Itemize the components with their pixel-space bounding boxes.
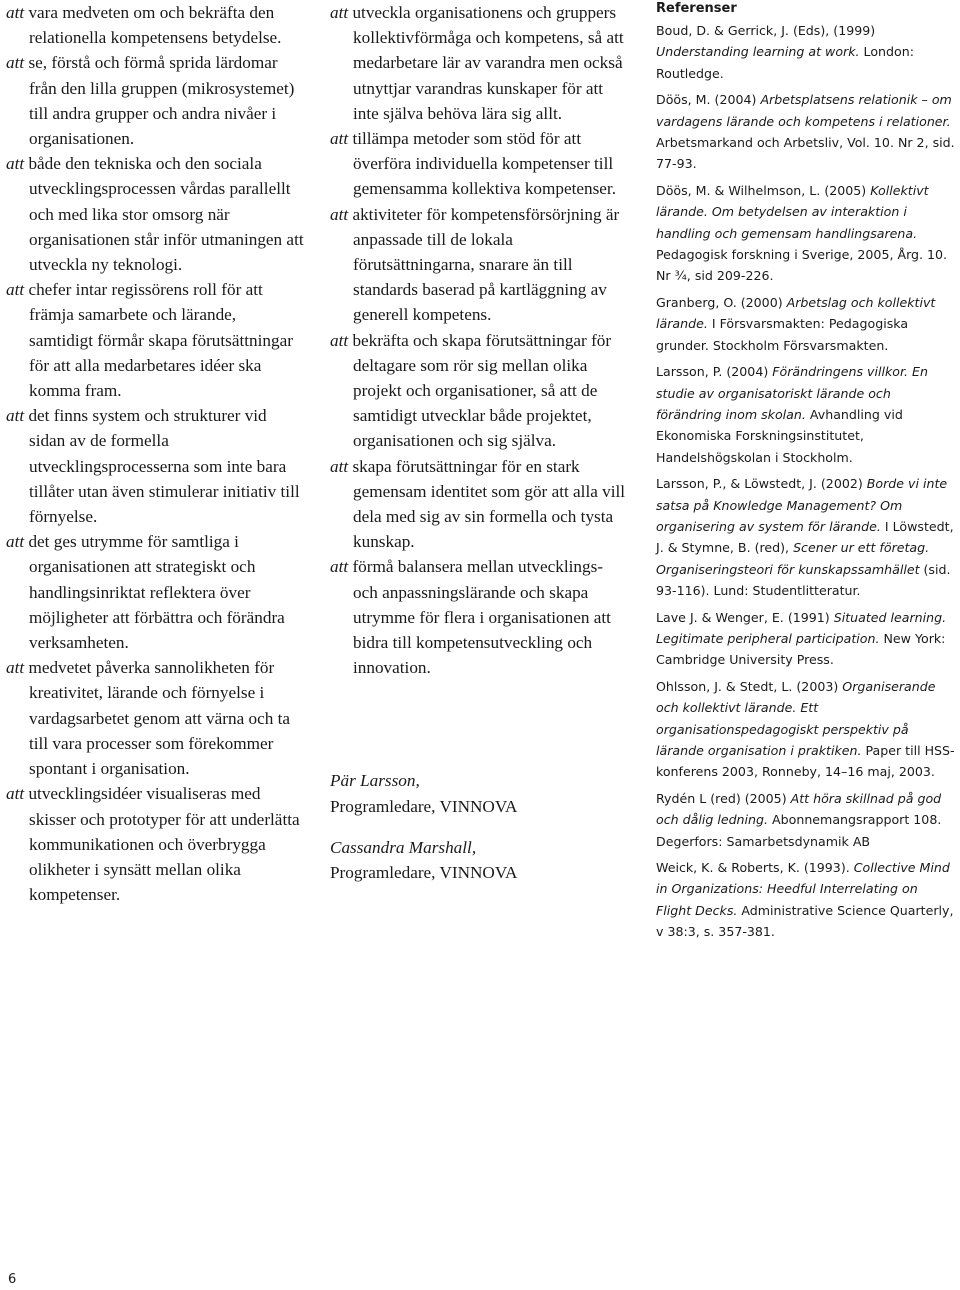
- list-item: [6, 403, 304, 529]
- reference-title: Collective Mind in Organizations: Heedful Interrelating on Flight Decks.: [656, 860, 950, 918]
- reference-text: Rydén L (red) (2005): [656, 790, 791, 806]
- reference-title: Arbetslag och kollektivt lärande.: [656, 294, 936, 332]
- item-lead: att: [6, 532, 25, 552]
- list-item: [330, 454, 630, 555]
- list-item: [6, 277, 304, 403]
- reference-title: Förändringens villkor. En studie av organisatoriskt lärande och förändring inom skolan.: [656, 364, 928, 422]
- list-item: [330, 0, 630, 126]
- item-lead: att: [6, 280, 25, 300]
- item-text: vara medveten om och bekräfta den relationella kompetensens betydelse.: [28, 3, 282, 48]
- reference-text: Pedagogisk forskning i Sverige, 2005, Årg. 10. Nr ¾, sid 209-226.: [656, 247, 948, 284]
- signature-name: Pär Larsson,: [330, 771, 420, 791]
- item-lead: att: [6, 53, 25, 73]
- item-lead: att: [330, 129, 349, 149]
- reference-item: [656, 361, 956, 468]
- item-lead: att: [6, 784, 25, 804]
- item-lead: att: [330, 3, 349, 22]
- reference-item: [656, 473, 956, 601]
- reference-text: Döös, M. (2004): [656, 92, 761, 108]
- list-item: [6, 655, 304, 781]
- references-heading: Referenser: [656, 1, 737, 16]
- item-text: bekräfta och skapa förutsättningar för deltagare som rör sig mellan olika projekt och organisationer, så att de samtidigt utvecklar både projektet, organisationen och sig själva.: [352, 330, 612, 451]
- item-text: det finns system och strukturer vid sidan av de formella utvecklingsprocesserna som inte bara tillåter utan även stimulerar initiativ till förnyelse.: [28, 406, 300, 527]
- reference-title: Arbetsplatsens relationik – om vardagens lärande och kompetens i relationer.: [656, 92, 952, 129]
- signature-name: Cassandra Marshall,: [330, 837, 477, 857]
- reference-text: (sid. 93-116). Lund: Studentlitteratur.: [656, 561, 951, 599]
- reference-item: [656, 857, 956, 943]
- reference-title: Understanding learning at work.: [656, 44, 860, 60]
- signature-block: [330, 835, 630, 885]
- reference-title: Kollektivt lärande. Om betydelsen av interaktion i handling och gemensam handlingsarena.: [656, 182, 929, 241]
- reference-item: [656, 676, 956, 783]
- reference-title: Scener ur ett företag. Organiseringsteori för kunskapssamhället: [656, 540, 930, 577]
- list-item: [6, 50, 304, 151]
- references-list: [656, 20, 956, 943]
- middle-column: [330, 0, 630, 885]
- item-text: chefer intar regissörens roll för att främja samarbete och lärande, samtidigt förmår skapa förutsättningar för att alla medarbetares idéer ska komma fram.: [28, 280, 293, 401]
- reference-text: I Försvarsmakten: Pedagogiska grunder. Stockholm Försvarsmakten.: [656, 316, 909, 353]
- item-lead: att: [6, 406, 25, 426]
- list-item: [6, 529, 304, 655]
- item-lead: att: [330, 330, 349, 350]
- item-text: det ges utrymme för samtliga i organisationen att strategiskt och handlingsinriktat reflektera över möjligheter att förbättra och förändra verksamheten.: [28, 532, 285, 653]
- reference-text: Ohlsson, J. & Stedt, L. (2003): [656, 678, 843, 694]
- reference-text: Avhandling vid Ekonomiska Forskningsinstitutet, Handelshögskolan i Stockholm.: [656, 406, 903, 465]
- signature-role: Programledare, VINNOVA: [330, 796, 518, 816]
- reference-item: [656, 180, 956, 287]
- item-lead: att: [330, 204, 349, 224]
- signature-block: [330, 768, 630, 818]
- reference-title: Att höra skillnad på god och dålig ledning.: [656, 790, 942, 828]
- middle-list: [330, 0, 630, 680]
- item-text: utveckla organisationens och gruppers kollektivförmåga och kompetens, så att medarbetare lär av varandra men också utnyttjar varandras kunskaper för att inte själva behöva lära sig allt.: [352, 3, 624, 123]
- reference-text: Döös, M. & Wilhelmson, L. (2005): [656, 182, 871, 198]
- item-text: förmå balansera mellan utvecklings- och anpassningslärande och skapa utrymme för flera i organisationen att bidra till kompetensutveckling och innovation.: [352, 557, 611, 678]
- item-text: aktiviteter för kompetensförsörjning är anpassade till de lokala förutsättningarna, snarare än till standards baserad på kartläggning av generell kompetens.: [352, 204, 620, 325]
- reference-item: [656, 89, 956, 175]
- item-lead: att: [330, 456, 349, 476]
- item-text: både den tekniska och den sociala utvecklingsprocessen vårdas parallellt och med lika stor omsorg när organisationen står inför utmaningen att utveckla ny teknologi.: [28, 154, 304, 275]
- list-item: [330, 126, 630, 202]
- list-item: [330, 554, 630, 680]
- signatures: [330, 768, 630, 885]
- item-text: utvecklingsidéer visualiseras med skisser och prototyper för att underlätta kommunikationen och överbrygga olikheter i synsätt mellan olika kompetenser.: [28, 784, 300, 905]
- list-item: [6, 151, 304, 277]
- item-text: medvetet påverka sannolikheten för kreativitet, lärande och förnyelse i vardagsarbetet genom att värna och ta till vara processer som förekommer spontant i organisation.: [28, 658, 291, 779]
- reference-text: Larsson, P., & Löwstedt, J. (2002): [656, 476, 867, 492]
- reference-title: Situated learning. Legitimate peripheral participation.: [656, 609, 947, 646]
- reference-title: Borde vi inte satsa på Knowledge Management? Om organisering av system för lärande.: [656, 476, 948, 534]
- list-item: [6, 0, 304, 50]
- reference-text: Paper till HSS-konferens 2003, Ronneby, 14–16 maj, 2003.: [656, 743, 955, 780]
- reference-item: [656, 20, 956, 84]
- left-column: [6, 0, 304, 907]
- reference-text: London: Routledge.: [656, 44, 914, 81]
- reference-item: [656, 607, 956, 671]
- reference-text: I Löwstedt, J. & Stymne, B. (red),: [656, 518, 954, 556]
- reference-text: New York: Cambridge University Press.: [656, 630, 946, 668]
- item-text: tillämpa metoder som stöd för att överföra individuella kompetenser till gemensamma kollektiva kompetenser.: [352, 129, 616, 199]
- reference-text: Granberg, O. (2000): [656, 294, 787, 310]
- reference-item: [656, 292, 956, 356]
- reference-text: Lave J. & Wenger, E. (1991): [656, 609, 834, 625]
- signature-role: Programledare, VINNOVA: [330, 863, 518, 883]
- reference-text: Larsson, P. (2004): [656, 364, 773, 380]
- list-item: [330, 328, 630, 454]
- list-item: [330, 202, 630, 328]
- reference-item: [656, 788, 956, 852]
- reference-text: Abonnemangsrapport 108. Degerfors: Samarbetsdynamik AB: [656, 812, 942, 849]
- reference-title: Organiserande och kollektivt lärande. Ett organisationspedagogiskt perspektiv på lärande organisation i praktiken.: [656, 678, 936, 758]
- references-column: [656, 0, 956, 948]
- reference-text: Arbetsmarkand och Arbetsliv, Vol. 10. Nr 2, sid. 77-93.: [656, 135, 955, 172]
- reference-text: Boud, D. & Gerrick, J. (Eds), (1999): [656, 23, 876, 38]
- reference-text: Administrative Science Quarterly, v 38:3, s. 357-381.: [656, 902, 954, 940]
- item-lead: att: [6, 154, 25, 174]
- item-text: skapa förutsättningar för en stark gemensam identitet som gör att alla vill dela med sig av sin formella och tysta kunskap.: [352, 456, 626, 552]
- item-lead: att: [6, 3, 25, 22]
- page-number: 6: [8, 1272, 17, 1287]
- item-lead: att: [330, 557, 349, 577]
- reference-text: Weick, K. & Roberts, K. (1993).: [656, 860, 854, 876]
- list-item: [6, 781, 304, 907]
- item-lead: att: [6, 658, 25, 678]
- item-text: se, förstå och förmå sprida lärdomar från den lilla gruppen (mikrosystemet) till andra grupper och andra nivåer i organisationen.: [28, 53, 295, 149]
